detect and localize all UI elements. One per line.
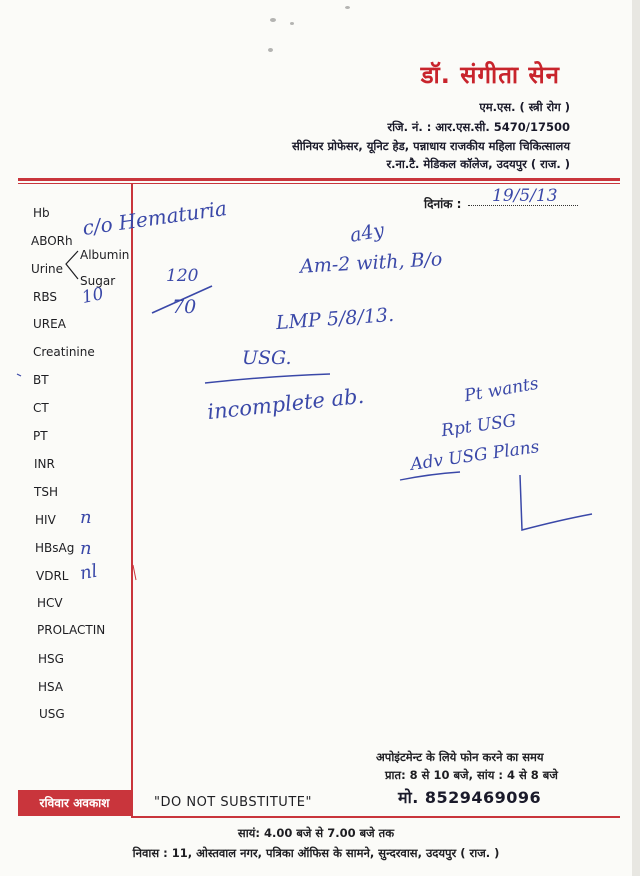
handwritten-history: Am-2 with, B/o [299, 248, 443, 278]
residence-address: निवास : 11, ओस्तवाल नगर, पत्रिका ऑफिस के सामने, सुन्दरवास, उदयपुर ( राज. ) [132, 846, 500, 860]
test-urine: Urine [31, 262, 64, 276]
college: र.ना.टै. मेडिकल कॉलेज, उदयपुर ( राज. ) [386, 157, 570, 171]
margin-dot [17, 374, 21, 376]
test-hb: Hb [33, 206, 50, 220]
test-aborh: ABORh [31, 234, 73, 248]
test-hsg: HSG [38, 652, 64, 666]
sunday-closed-badge: रविवार अवकाश [18, 790, 131, 816]
footer-divider [131, 816, 620, 818]
handwritten-age: a4y [348, 219, 386, 247]
handwritten-bp-diastolic: 70 [172, 296, 197, 318]
test-hiv: HIV [35, 513, 56, 527]
evening-hours: सायं: 4.00 बजे से 7.00 बजे तक [237, 826, 395, 840]
usg-underline [205, 374, 330, 383]
qualification: एम.एस. ( स्त्री रोग ) [479, 100, 570, 114]
registration-number: रजि. नं. : आर.एस.सी. 5470/17500 [387, 120, 570, 134]
handwritten-plan-3: Adv USG Plans [409, 437, 541, 475]
test-sugar: Sugar [80, 274, 116, 288]
handwritten-rbs-note: 10 [80, 283, 106, 309]
mobile-number: मो. 8529469096 [398, 788, 542, 807]
handwritten-usg: USG. [242, 347, 292, 369]
test-vdrl: VDRL [36, 569, 69, 583]
test-ct: CT [33, 401, 49, 415]
test-usg: USG [39, 707, 65, 721]
do-not-substitute: "DO NOT SUBSTITUTE" [154, 795, 312, 810]
test-bt: BT [33, 373, 49, 387]
date-value: 19/5/13 [492, 186, 558, 206]
test-prolactin: PROLACTIN [37, 623, 106, 637]
handwritten-hbsag-note: n [80, 538, 92, 559]
test-hcv: HCV [37, 596, 63, 610]
doctor-name: डॉ. संगीता सेन [420, 61, 560, 89]
handwritten-hiv-note: n [80, 507, 92, 528]
test-inr: INR [34, 457, 55, 471]
handwritten-finding: incomplete ab. [206, 383, 366, 425]
margin-mark [133, 565, 136, 580]
test-hbsag: HBsAg [35, 541, 75, 555]
test-tsh: TSH [34, 485, 58, 499]
handwritten-vdrl-note: nl [78, 560, 100, 585]
bp-fraction-line [152, 286, 212, 313]
test-rbs: RBS [33, 290, 57, 304]
page-edge [632, 0, 640, 876]
date-label: दिनांक : [424, 197, 462, 211]
handwritten-plan-1: Pt wants [462, 373, 541, 407]
handwritten-complaint: c/o Hematuria [81, 196, 229, 240]
designation: सीनियर प्रोफेसर, यूनिट हेड, पन्नाधाय राजकीय महिला चिकित्सालय [291, 139, 570, 153]
handwritten-lmp: LMP 5/8/13. [275, 303, 395, 335]
advice-underline [400, 472, 460, 480]
test-albumin: Albumin [80, 248, 130, 262]
test-hsa: HSA [38, 680, 64, 694]
test-pt: PT [33, 429, 48, 443]
test-creatinine: Creatinine [33, 345, 95, 359]
test-urea: UREA [33, 317, 66, 331]
handwritten-bp-systolic: 120 [166, 266, 199, 286]
signature-stroke [520, 475, 592, 530]
appointment-hours: प्रात: 8 से 10 बजे, सांय : 4 से 8 बजे [385, 768, 558, 782]
appointment-title: अपोइंटमेन्ट के लिये फोन करने का समय [376, 750, 544, 764]
handwritten-plan-2: Rpt USG [439, 410, 518, 442]
